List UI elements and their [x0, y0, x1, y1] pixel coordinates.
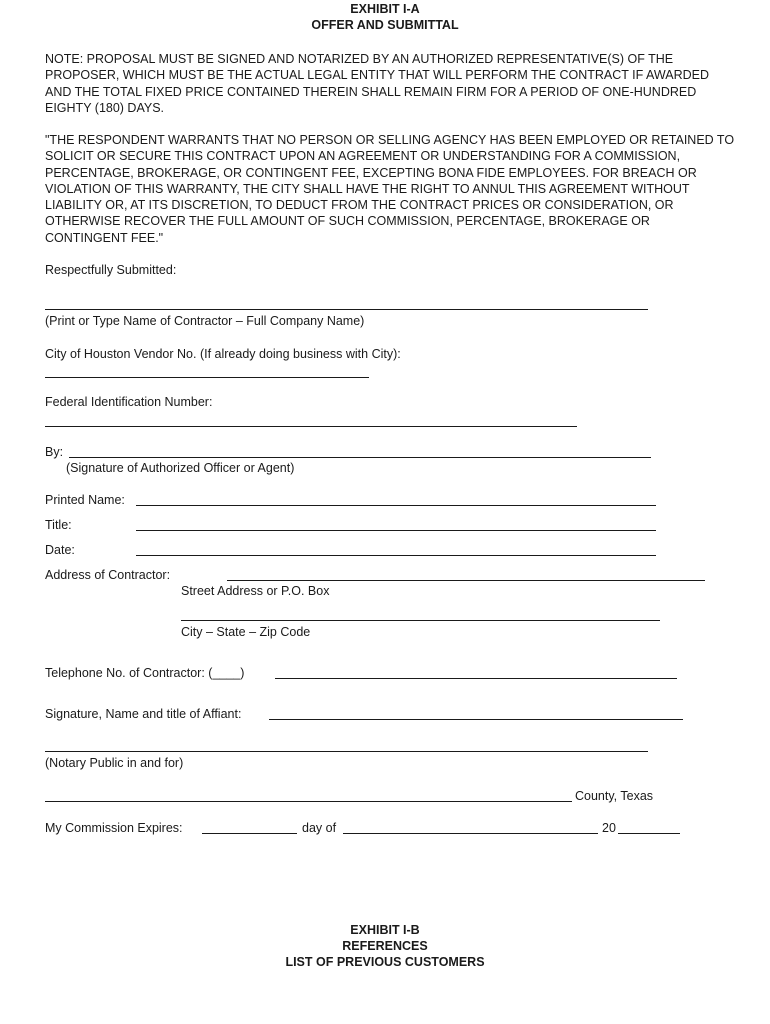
- printed-name-label: Printed Name:: [45, 493, 125, 507]
- signature-caption: (Signature of Authorized Officer or Agent): [66, 461, 295, 475]
- respectfully-submitted-label: Respectfully Submitted:: [45, 263, 177, 277]
- contractor-name-caption: (Print or Type Name of Contractor – Full Company Name): [45, 314, 365, 328]
- printed-name-line[interactable]: [136, 505, 656, 506]
- signature-line[interactable]: [69, 457, 651, 458]
- vendor-number-label: City of Houston Vendor No. (If already doing business with City):: [45, 347, 401, 361]
- commission-month-line[interactable]: [343, 833, 598, 834]
- proposal-note: NOTE: PROPOSAL MUST BE SIGNED AND NOTARIZED BY AN AUTHORIZED REPRESENTATIVE(S) OF THE PROPOSER, WHICH MUST BE THE ACTUAL LEGAL ENTITY THAT WILL PERFORM THE CONTRACT IF AWARDED AND THE TOTAL FIXED PRICE CONTAINED THEREIN SHALL REMAIN FIRM FOR A PERIOD OF ONE-HUNDRED EIGHTY (180) DAYS.: [45, 52, 709, 115]
- vendor-number-line[interactable]: [45, 377, 369, 378]
- contractor-name-line[interactable]: [45, 309, 648, 310]
- exhibit-a-title: EXHIBIT I-A: [350, 2, 420, 16]
- by-label: By:: [45, 445, 64, 459]
- federal-id-line[interactable]: [45, 426, 577, 427]
- date-line[interactable]: [136, 555, 656, 556]
- federal-id-label: Federal Identification Number:: [45, 395, 213, 409]
- notary-caption: (Notary Public in and for): [45, 756, 184, 770]
- date-label: Date:: [45, 543, 75, 557]
- county-line[interactable]: [45, 801, 572, 802]
- address-label: Address of Contractor:: [45, 568, 171, 582]
- title-label: Title:: [45, 518, 72, 532]
- title-line[interactable]: [136, 530, 656, 531]
- city-state-zip-caption: City – State – Zip Code: [181, 625, 311, 639]
- street-address-caption: Street Address or P.O. Box: [181, 584, 330, 598]
- street-address-line[interactable]: [227, 580, 705, 581]
- affiant-line[interactable]: [269, 719, 683, 720]
- commission-expires-label: My Commission Expires:: [45, 821, 183, 835]
- notary-line[interactable]: [45, 751, 648, 752]
- warranty-statement: "THE RESPONDENT WARRANTS THAT NO PERSON OR SELLING AGENCY HAS BEEN EMPLOYED OR RETAINED TO SOLICIT OR SECURE THIS CONTRACT UPON AN AGREEMENT OR UNDERSTANDING FOR A COMMISSION, PERCENTAGE, BROKERAGE, OR CONTINGENT FEE, EXCEPTING BONA FIDE EMPLOYEES. FOR BREACH OR VIOLATION OF THIS WARRANTY, THE CITY SHALL HAVE THE RIGHT TO ANNUL THIS AGREEMENT WITHOUT LIABILITY OR, AT ITS DISCRETION, TO DEDUCT FROM THE CONTRACT PRICES OR CONSIDERATION, OR OTHERWISE RECOVER THE FULL AMOUNT OF SUCH COMMISSION, PERCENTAGE, BROKERAGE OR CONTINGENT FEE.": [45, 133, 735, 245]
- commission-year-line[interactable]: [618, 833, 680, 834]
- telephone-label: Telephone No. of Contractor: (____): [45, 666, 245, 680]
- telephone-line[interactable]: [275, 678, 677, 679]
- exhibit-b-subtitle: REFERENCES: [342, 939, 428, 953]
- commission-date-line[interactable]: [202, 833, 297, 834]
- county-suffix: County, Texas: [575, 789, 654, 803]
- commission-year-prefix: 20: [602, 821, 616, 835]
- commission-day-of-label: day of: [302, 821, 337, 835]
- exhibit-b-title: EXHIBIT I-B: [350, 923, 420, 937]
- exhibit-b-subtitle-2: LIST OF PREVIOUS CUSTOMERS: [285, 955, 485, 969]
- city-state-zip-line[interactable]: [181, 620, 660, 621]
- affiant-label: Signature, Name and title of Affiant:: [45, 707, 242, 721]
- exhibit-a-subtitle: OFFER AND SUBMITTAL: [311, 18, 459, 32]
